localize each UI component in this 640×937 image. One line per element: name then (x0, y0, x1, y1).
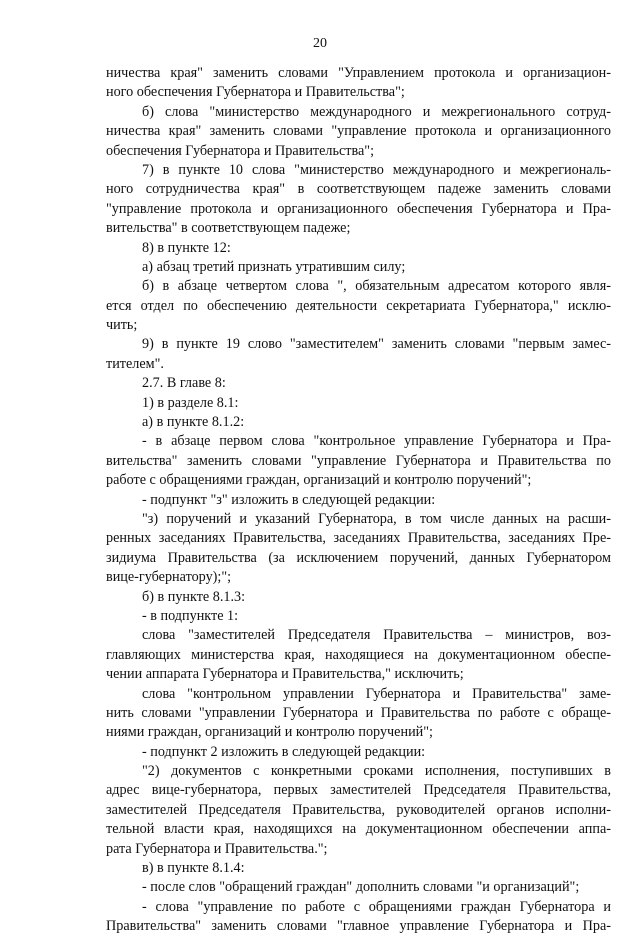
text-line: - подпункт "з" изложить в следующей редакции: (142, 491, 436, 508)
text-line: а) в пункте 8.1.2: (142, 414, 245, 431)
text-line: обеспечения Губернатора и Правительства"; (106, 142, 375, 159)
text-line: рата Губернатора и Правительства."; (106, 840, 328, 857)
text-line: ниями граждан, организаций и контролю поручений"; (106, 724, 433, 741)
text-line: - в абзаце первом слова "контрольное управление Губернатора и Пра- (142, 433, 611, 450)
text-line: чении аппарата Губернатора и Правительства," исключить; (106, 666, 464, 683)
text-line: тельной власти края, находящихся на документационном обеспечении аппа- (106, 821, 611, 838)
text-line: слова "контрольном управлении Губернатора и Правительства" заме- (142, 685, 611, 702)
text-line: вительства" в соответствующем падеже; (106, 220, 351, 237)
text-line: Правительства" заменить словами "главное управление Губернатора и Пра- (106, 918, 611, 935)
text-line: 7) в пункте 10 слова "министерство международного и межрегиональ- (142, 161, 611, 178)
text-line: ного обеспечения Губернатора и Правительства"; (106, 84, 405, 101)
text-line: вительства" заменить словами "управление Губернатора и Правительства по (106, 452, 611, 469)
text-line: - в подпункте 1: (142, 607, 239, 624)
text-line: ется отдел по обеспечению деятельности секретариата Губернатора," исклю- (106, 297, 611, 314)
text-line: 1) в разделе 8.1: (142, 394, 239, 411)
text-line: чить; (106, 317, 138, 334)
text-line: - подпункт 2 изложить в следующей редакции: (142, 743, 426, 760)
body-text (106, 64, 611, 937)
text-line: ного сотрудничества края" в соответствующем падеже заменить словами (106, 181, 611, 198)
text-line: тителем". (106, 355, 164, 372)
text-line: а) абзац третий признать утратившим силу; (142, 258, 406, 275)
text-line: адрес вице-губернатора, первых заместителей Председателя Правительства, (106, 782, 611, 799)
text-line: 8) в пункте 12: (142, 239, 231, 256)
text-line: б) в пункте 8.1.3: (142, 588, 246, 605)
text-line: в) в пункте 8.1.4: (142, 860, 245, 877)
text-line: "управление протокола и организационного обеспечения Губернатора и Пра- (106, 200, 611, 217)
text-line: б) в абзаце четвертом слова ", обязательным адресатом которого явля- (142, 278, 611, 295)
text-line: 9) в пункте 19 слово "заместителем" заменить словами "первым замес- (142, 336, 611, 353)
text-line: слова "заместителей Председателя Правительства – министров, воз- (142, 627, 611, 644)
text-line: ничества края" заменить словами "управление протокола и организационного (106, 123, 611, 140)
text-line: зидиума Правительства (за исключением поручений, данных Губернатором (106, 549, 611, 566)
text-line: ренных заседаниях Правительства, заседаниях Правительства, заседаниях Пре- (106, 530, 611, 547)
text-line: б) слова "министерство международного и межрегионального сотруд- (142, 103, 611, 120)
text-line: "2) документов с конкретными сроками исполнения, поступивших в (142, 763, 611, 780)
text-line: заместителей Председателя Правительства, руководителей органов исполни- (106, 801, 611, 818)
text-line: - после слов "обращений граждан" дополнить словами "и организаций"; (142, 879, 580, 896)
text-line: - слова "управление по работе с обращениями граждан Губернатора и (142, 898, 611, 915)
text-line: нить словами "управлении Губернатора и Правительства по работе с обраще- (106, 704, 611, 721)
text-line: "з) поручений и указаний Губернатора, в том числе данных на расши- (142, 510, 611, 527)
text-line: главляющих министерства края, находящиеся на документационном обеспе- (106, 646, 611, 663)
text-line: ничества края" заменить словами "Управлением протокола и организацион- (106, 65, 611, 81)
page-number: 20 (313, 36, 327, 51)
text-line: вице-губернатору);"; (106, 569, 232, 586)
text-line: работе с обращениями граждан, организаций и контролю поручений"; (106, 472, 532, 489)
text-line: 2.7. В главе 8: (142, 375, 226, 392)
